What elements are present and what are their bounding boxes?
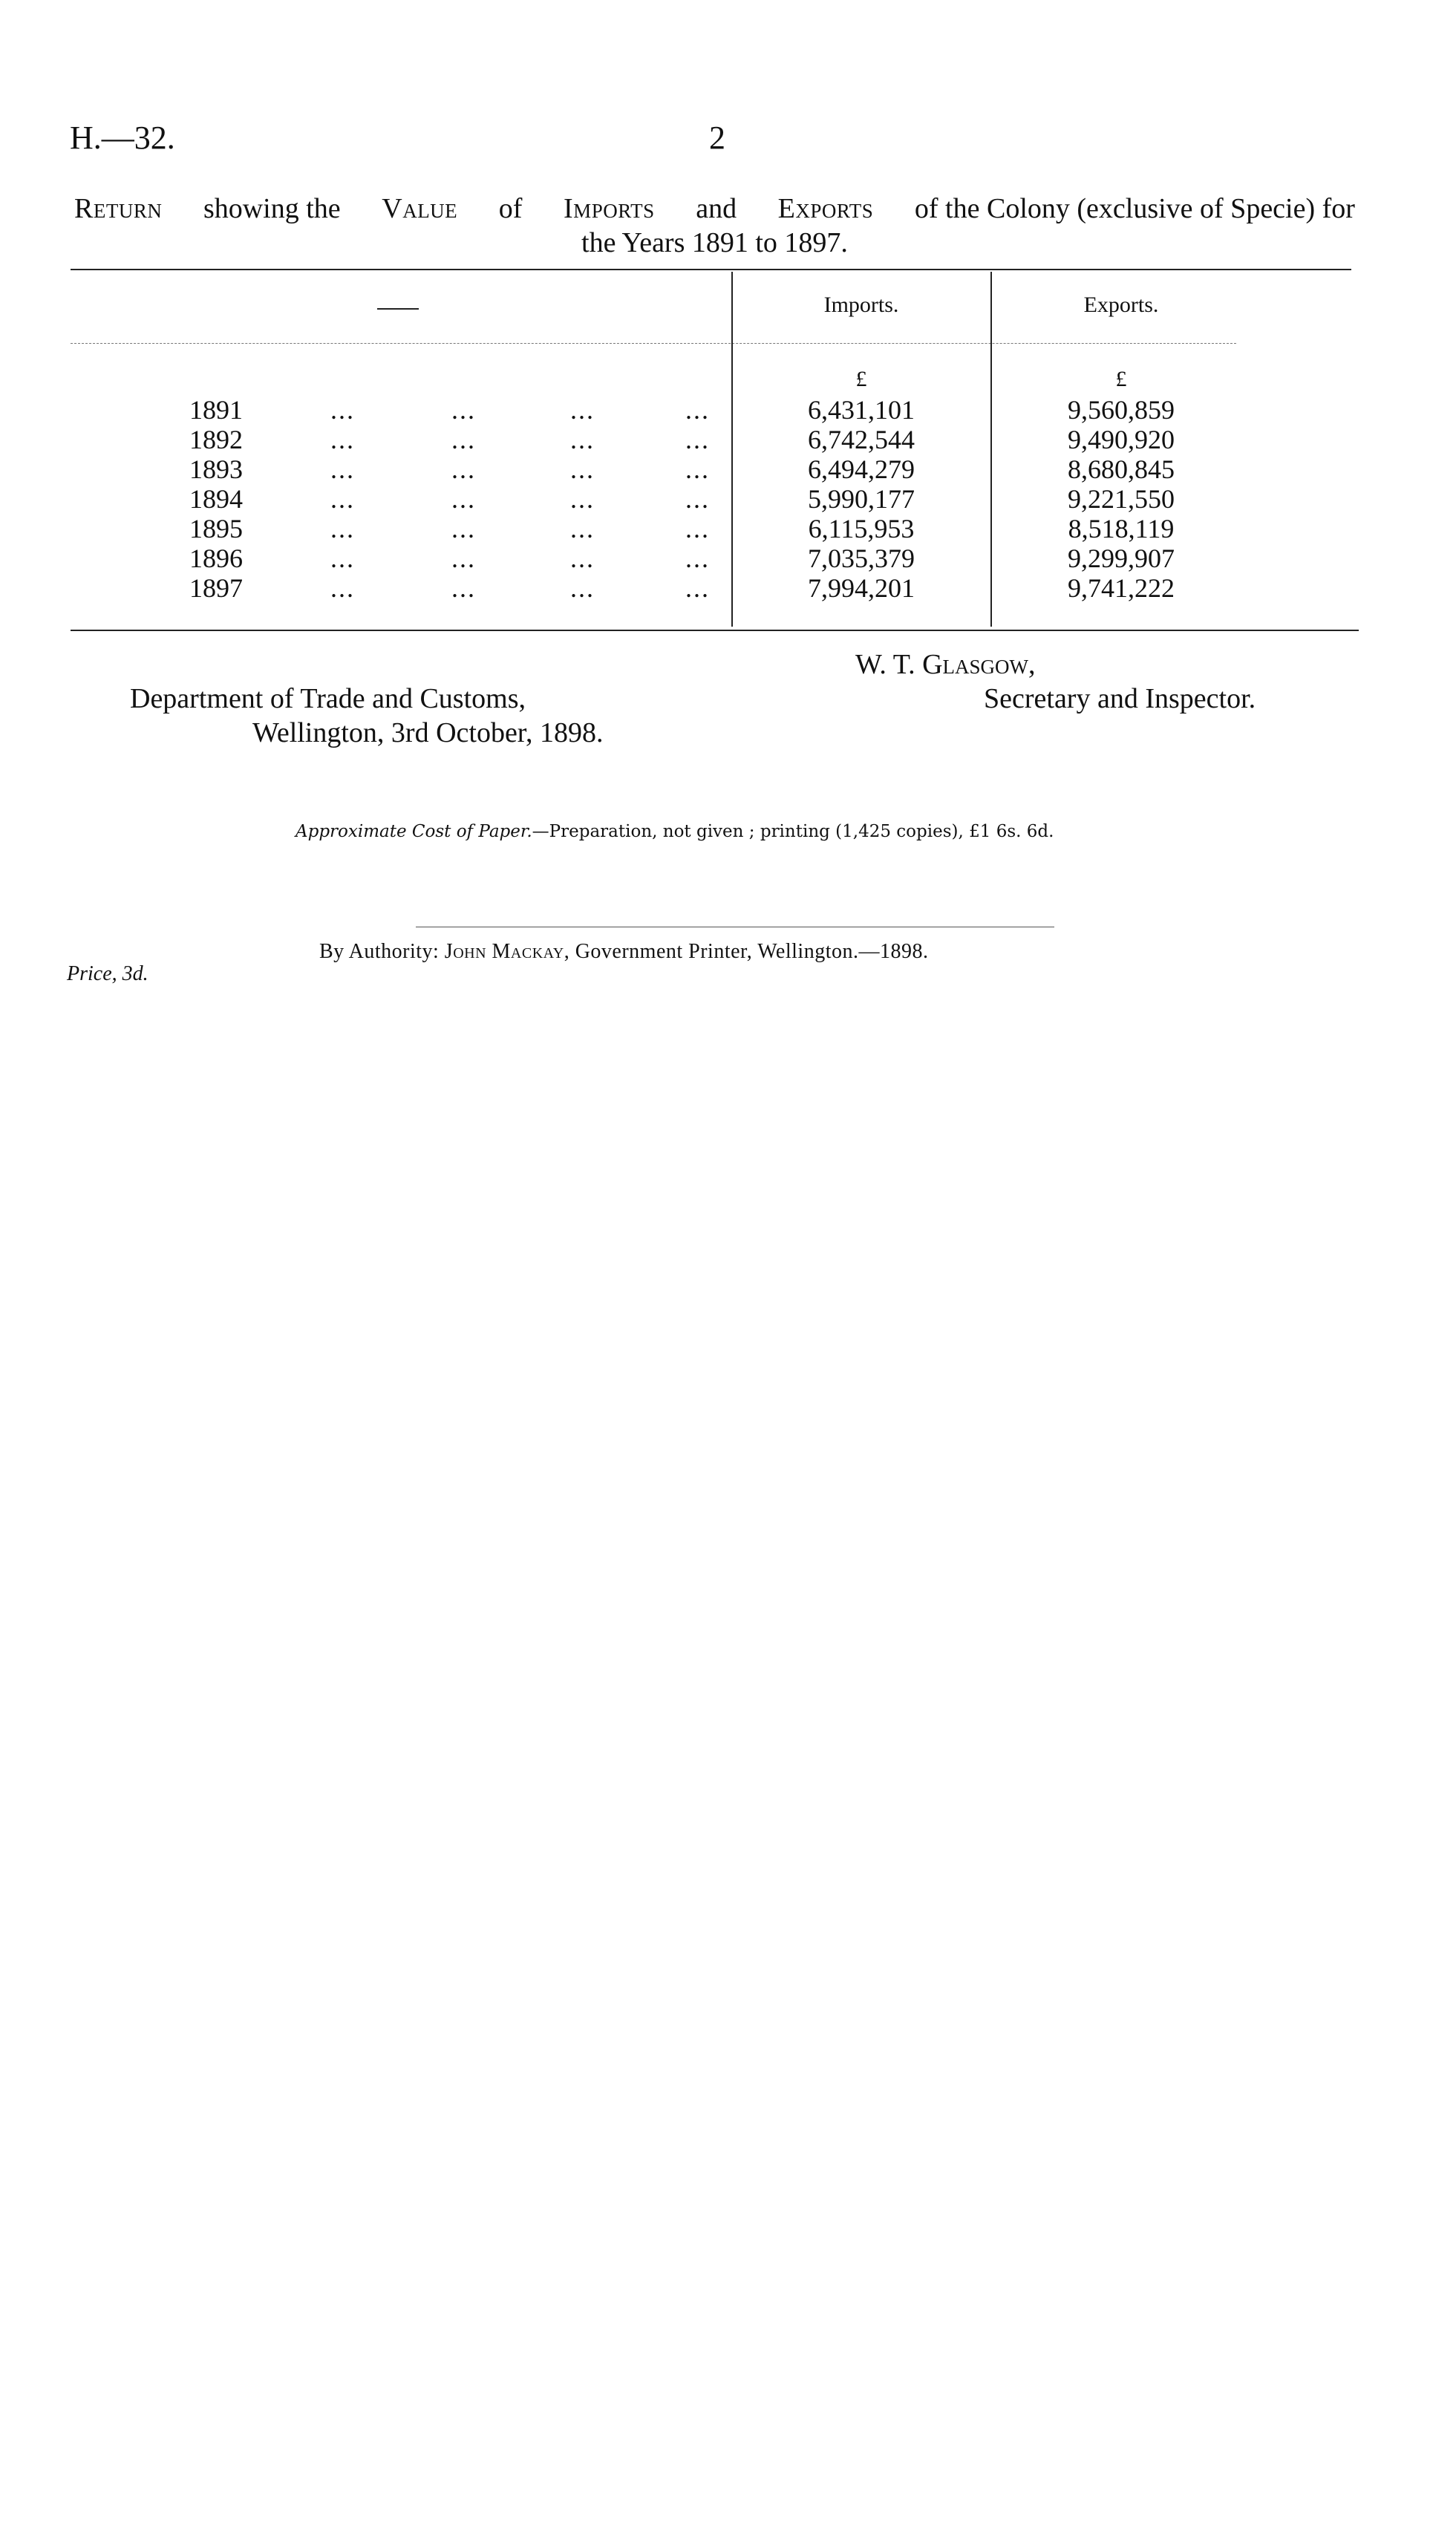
- row-year: 1895: [189, 514, 243, 543]
- table-title: [74, 192, 1355, 260]
- row-exports: 9,221,550: [1068, 484, 1175, 514]
- leader-dots: ...: [451, 543, 476, 573]
- leader-dots: ...: [330, 425, 355, 454]
- stub-header-dash: [377, 308, 419, 310]
- row-year: 1892: [189, 425, 243, 454]
- document-reference: H.—32.: [70, 120, 175, 156]
- column-header-exports: Exports.: [1083, 293, 1159, 317]
- leader-dots: ...: [451, 514, 476, 543]
- leader-dots: ...: [685, 395, 710, 425]
- leader-dots: ...: [330, 484, 355, 514]
- title-rest: of the Colony (exclusive of Specie) for: [914, 193, 1355, 224]
- row-imports: 7,994,201: [808, 573, 915, 603]
- row-year: 1897: [189, 573, 243, 603]
- title-of: of: [498, 193, 523, 224]
- title-return: Return: [74, 193, 163, 224]
- title-and: and: [696, 193, 737, 224]
- row-exports: 9,560,859: [1068, 395, 1175, 425]
- row-exports: 9,490,920: [1068, 425, 1175, 454]
- price: Price, 3d.: [67, 962, 148, 985]
- leader-dots: ...: [451, 425, 476, 454]
- signer-title: Secretary and Inspector.: [984, 683, 1256, 714]
- leader-dots: ...: [330, 543, 355, 573]
- row-imports: 6,494,279: [808, 454, 915, 484]
- row-imports: 6,742,544: [808, 425, 915, 454]
- leader-dots: ...: [570, 573, 595, 603]
- leader-dots: ...: [685, 454, 710, 484]
- leader-dots: ...: [570, 543, 595, 573]
- leader-dots: ...: [451, 484, 476, 514]
- leader-dots: ...: [685, 543, 710, 573]
- leader-dots: ...: [685, 514, 710, 543]
- leader-dots: ...: [451, 454, 476, 484]
- header-bottom-rule: [71, 343, 1236, 344]
- title-value: Value: [382, 193, 458, 224]
- leader-dots: ...: [685, 573, 710, 603]
- signer-surname: Glasgow,: [922, 649, 1036, 680]
- authority-prefix: By Authority:: [319, 940, 440, 963]
- title-showing-the: showing the: [203, 193, 341, 224]
- leader-dots: ...: [570, 514, 595, 543]
- department-line-2: Wellington, 3rd October, 1898.: [252, 717, 604, 748]
- column-header-imports: Imports.: [823, 293, 899, 317]
- printer-authority: [319, 940, 928, 964]
- leader-dots: ...: [570, 484, 595, 514]
- leader-dots: ...: [685, 425, 710, 454]
- signer-initials: W. T.: [855, 649, 915, 680]
- leader-dots: ...: [570, 425, 595, 454]
- row-year: 1891: [189, 395, 243, 425]
- row-exports: 9,741,222: [1068, 573, 1175, 603]
- title-imports: Imports: [564, 193, 655, 224]
- row-year: 1896: [189, 543, 243, 573]
- signer-name: [855, 647, 1036, 682]
- row-imports: 6,431,101: [808, 395, 915, 425]
- table-bottom-rule: [71, 630, 1359, 631]
- leader-dots: ...: [451, 395, 476, 425]
- column-divider-2: [990, 272, 992, 627]
- authority-suffix: Government Printer, Wellington.—1898.: [575, 940, 929, 963]
- row-exports: 9,299,907: [1068, 543, 1175, 573]
- row-imports: 6,115,953: [808, 514, 915, 543]
- imports-unit: £: [855, 367, 867, 391]
- leader-dots: ...: [685, 484, 710, 514]
- exports-unit: £: [1115, 367, 1127, 391]
- leader-dots: ...: [330, 573, 355, 603]
- printing-cost-note: [296, 822, 1054, 841]
- cost-text: —Preparation, not given ; printing (1,425 copies), £1 6s. 6d.: [532, 822, 1054, 841]
- column-divider-1: [731, 272, 733, 627]
- leader-dots: ...: [330, 514, 355, 543]
- row-year: 1893: [189, 454, 243, 484]
- row-imports: 7,035,379: [808, 543, 915, 573]
- row-imports: 5,990,177: [808, 484, 915, 514]
- row-year: 1894: [189, 484, 243, 514]
- department-line-1: Department of Trade and Customs,: [130, 683, 526, 714]
- printer-name: John Mackay,: [444, 940, 570, 963]
- leader-dots: ...: [570, 454, 595, 484]
- title-exports: Exports: [777, 193, 874, 224]
- leader-dots: ...: [330, 454, 355, 484]
- leader-dots: ...: [451, 573, 476, 603]
- title-line-1: [74, 192, 1355, 226]
- table-top-rule: [71, 269, 1351, 270]
- leader-dots: ...: [570, 395, 595, 425]
- row-exports: 8,518,119: [1068, 514, 1175, 543]
- leader-dots: ...: [330, 395, 355, 425]
- cost-label: Approximate Cost of Paper.: [296, 822, 532, 841]
- title-line-2: the Years 1891 to 1897.: [581, 227, 848, 258]
- page-number: 2: [709, 120, 725, 156]
- row-exports: 8,680,845: [1068, 454, 1175, 484]
